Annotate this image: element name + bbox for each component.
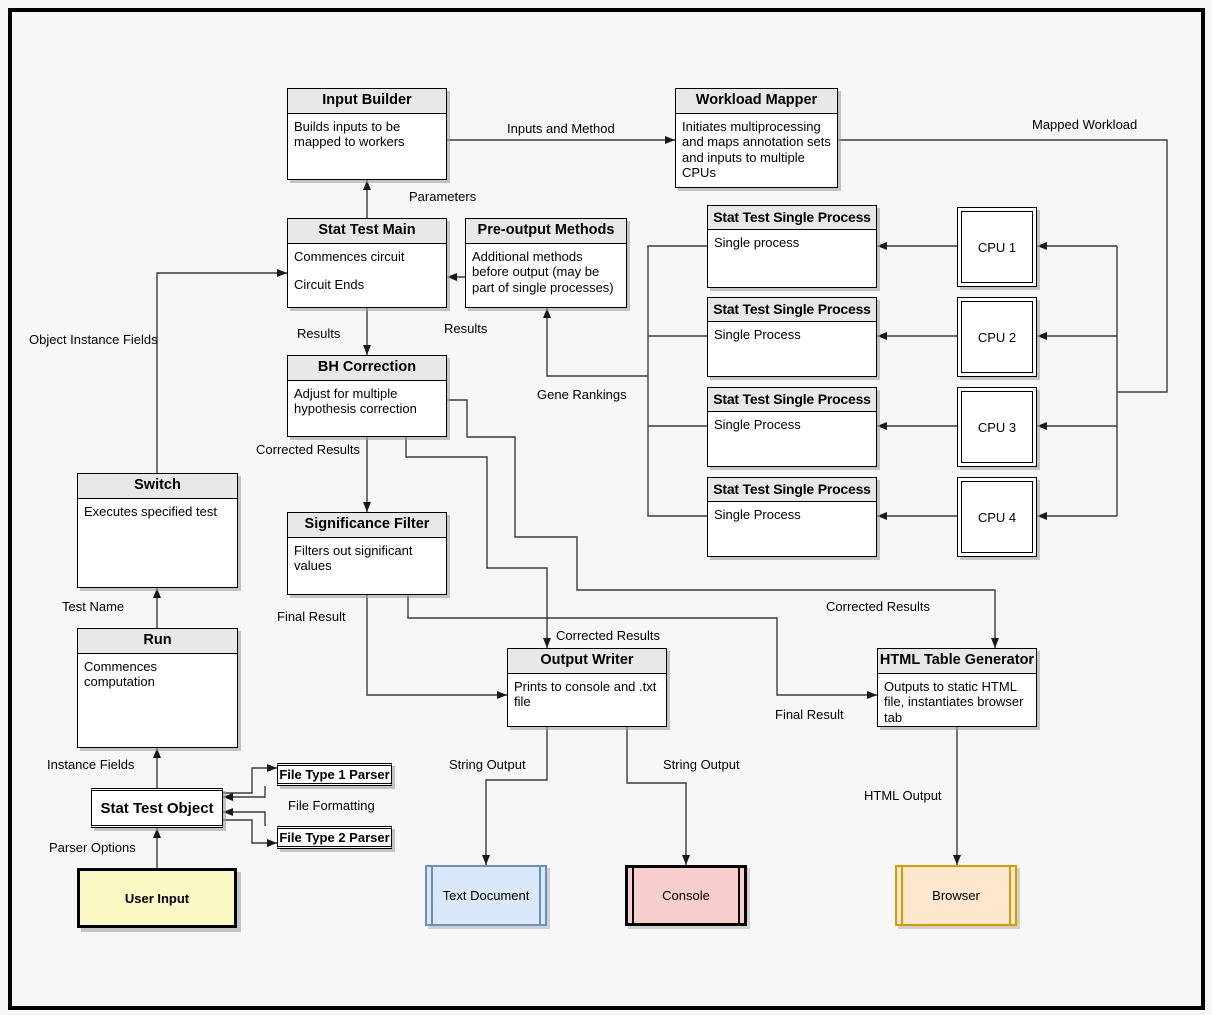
node-file-type-1-parser (277, 763, 392, 786)
edge-label-html-output: HTML Output (864, 788, 942, 803)
node-title: Run (78, 629, 237, 654)
node-title: Workload Mapper (676, 89, 837, 114)
left-bar (901, 867, 903, 924)
node-stat-test-single-process-2 (707, 297, 877, 377)
node-body: Single Process (714, 327, 801, 343)
edge-label-corrected-results-ow: Corrected Results (556, 628, 661, 643)
edge-label-mapped-workload: Mapped Workload (1032, 117, 1138, 132)
left-bar (431, 867, 433, 924)
node-workload-mapper (675, 88, 838, 188)
node-title: Text Document (442, 888, 530, 903)
node-title: Output Writer (508, 649, 666, 674)
node-significance-filter (287, 512, 447, 595)
node-title: BH Correction (288, 356, 446, 381)
edge-label-results-preoutput: Results (444, 321, 488, 336)
node-browser (895, 865, 1017, 926)
cpu-label: CPU 1 (961, 211, 1033, 283)
node-console (625, 865, 747, 926)
node-body: Adjust for multiple hypothesis correction (294, 385, 417, 417)
right-bar (738, 868, 740, 923)
node-pre-output-methods (465, 218, 627, 308)
edge-label-final-result-ow: Final Result (277, 609, 346, 624)
node-text-document (425, 865, 547, 926)
node-title: Pre-output Methods (466, 219, 626, 244)
edge-label-instance-fields: Instance Fields (47, 757, 135, 772)
node-body: Executes specified test (84, 503, 217, 519)
edge-label-gene-rankings: Gene Rankings (537, 387, 627, 402)
edge-label-parser-options: Parser Options (49, 840, 136, 855)
node-body: Single process (714, 235, 800, 251)
node-user-input (77, 868, 237, 928)
node-title: Stat Test Single Process (708, 478, 876, 502)
node-title: Browser (932, 888, 980, 903)
edge-label-object-instance-fields: Object Instance Fields (29, 332, 158, 347)
node-run (77, 628, 238, 748)
node-title: Significance Filter (288, 513, 446, 538)
node-html-table-generator (877, 648, 1037, 727)
node-title: Switch (78, 474, 237, 499)
node-title: Input Builder (288, 89, 446, 114)
node-cpu-1 (957, 207, 1037, 287)
node-title: Console (662, 888, 710, 903)
node-stat-test-main (287, 218, 447, 308)
node-title: HTML Table Generator (878, 649, 1036, 674)
node-body: Outputs to static HTML file, instantiates browser tab (884, 678, 1024, 725)
edge-label-parameters: Parameters (409, 189, 477, 204)
node-title: Stat Test Single Process (708, 388, 876, 412)
node-output-writer (507, 648, 667, 727)
node-body: Commences computation (84, 658, 157, 690)
node-bh-correction (287, 355, 447, 437)
node-body: Commences circuit Circuit Ends (294, 248, 405, 293)
right-bar (539, 867, 541, 924)
cpu-label: CPU 4 (961, 481, 1033, 553)
node-input-builder (287, 88, 447, 180)
node-body: Additional methods before output (may be part of single processes) (472, 248, 614, 295)
node-title: Stat Test Main (288, 219, 446, 244)
node-body: Builds inputs to be mapped to workers (294, 118, 405, 150)
node-cpu-2 (957, 297, 1037, 377)
node-title: Stat Test Object (100, 799, 214, 817)
node-body: Single Process (714, 507, 801, 523)
node-title: File Type 1 Parser (279, 767, 390, 782)
edge-label-string-output-left: String Output (449, 757, 526, 772)
edge-label-corrected-results-htg: Corrected Results (826, 599, 931, 614)
node-stat-test-object (91, 788, 223, 828)
node-title: File Type 2 Parser (279, 830, 390, 845)
node-body: Initiates multiprocessing and maps annotation sets and inputs to multiple CPUs (682, 118, 831, 180)
edge-label-test-name: Test Name (62, 599, 125, 614)
node-cpu-4 (957, 477, 1037, 557)
edge-label-inputs-and-method: Inputs and Method (507, 121, 615, 136)
right-bar (1009, 867, 1011, 924)
node-stat-test-single-process-3 (707, 387, 877, 467)
node-title: User Input (124, 890, 190, 906)
node-body: Single Process (714, 417, 801, 433)
node-cpu-3 (957, 387, 1037, 467)
node-file-type-2-parser (277, 826, 392, 849)
edge-label-final-result-htg: Final Result (775, 707, 844, 722)
edge-label-file-formatting: File Formatting (288, 798, 375, 813)
node-title: Stat Test Single Process (708, 206, 876, 230)
edge-label-corrected-results-bh: Corrected Results (256, 442, 361, 457)
node-stat-test-single-process-1 (707, 205, 877, 288)
node-stat-test-single-process-4 (707, 477, 877, 557)
node-switch (77, 473, 238, 588)
cpu-label: CPU 2 (961, 301, 1033, 373)
left-bar (632, 868, 634, 923)
edge-label-string-output-right: String Output (663, 757, 740, 772)
cpu-label: CPU 3 (961, 391, 1033, 463)
node-body: Filters out significant values (294, 542, 413, 574)
node-body: Prints to console and .txt file (514, 678, 657, 710)
edge-label-results-main: Results (297, 326, 341, 341)
node-title: Stat Test Single Process (708, 298, 876, 322)
